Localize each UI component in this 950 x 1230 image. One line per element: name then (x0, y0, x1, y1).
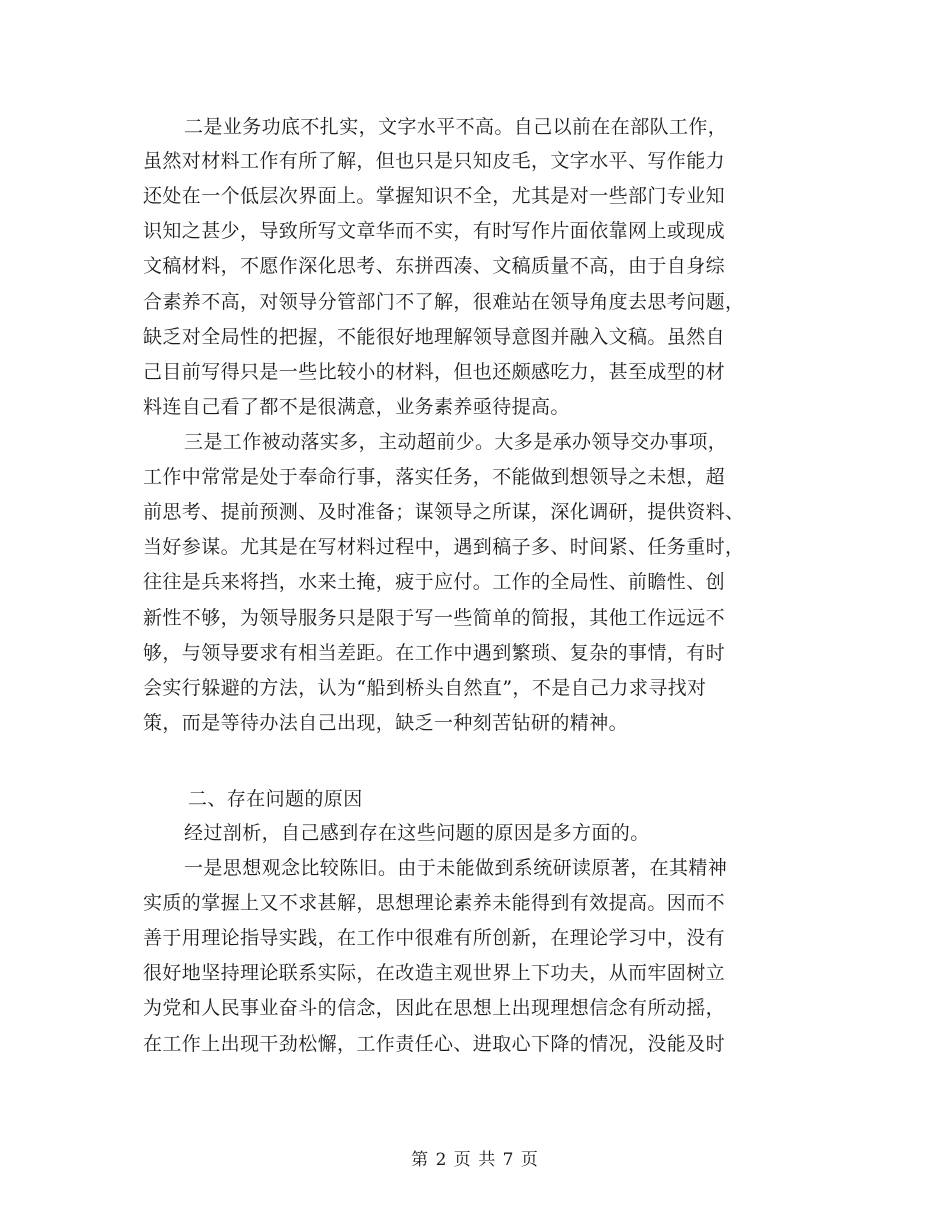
paragraph-line: 识知之甚少，导致所写文章华而不实，有时写作片面依靠网上或现成 (143, 220, 726, 242)
paragraph-line: 策，而是等待办法自己出现，缺乏一种刻苦钻研的精神。 (143, 712, 629, 734)
paragraph-line: 善于用理论指导实践，在工作中很难有所创新，在理论学习中，没有 (143, 927, 726, 949)
paragraph-line: 工作中常常是处于奉命行事，落实任务，不能做到想领导之未想，超 (143, 466, 726, 488)
page-number: 第 2 页 共 7 页 (411, 1150, 539, 1170)
paragraph-line: 三是工作被动落实多，主动超前少。大多是承办领导交办事项， (184, 431, 728, 453)
paragraph-line: 二是业务功底不扎实，文字水平不高。自己以前在在部队工作， (184, 116, 728, 138)
paragraph-line: 还处在一个低层次界面上。掌握知识不全，尤其是对一些部门专业知 (143, 185, 726, 207)
paragraph-line: 很好地坚持理论联系实际，在改造主观世界上下功夫，从而牢固树立 (143, 962, 726, 984)
paragraph-line: 会实行躲避的方法，认为“船到桥头自然直”，不是自己力求寻找对 (143, 677, 707, 699)
paragraph-line: 一是思想观念比较陈旧。由于未能做到系统研读原著，在其精神 (184, 857, 728, 879)
paragraph-line: 实质的掌握上又不求甚解，思想理论素养未能得到有效提高。因而不 (143, 892, 726, 914)
paragraph-line: 当好参谋。尤其是在写材料过程中，遇到稿子多、时间紧、任务重时， (143, 536, 745, 558)
paragraph-line: 缺乏对全局性的把握，不能很好地理解领导意图并融入文稿。虽然自 (143, 326, 726, 348)
paragraph-line: 往往是兵来将挡，水来土掩，疲于应付。工作的全局性、前瞻性、创 (143, 571, 726, 593)
paragraph-line: 新性不够，为领导服务只是限于写一些简单的简报，其他工作远远不 (143, 607, 726, 629)
paragraph-line: 料连自己看了都不是很满意，业务素养亟待提高。 (143, 396, 570, 418)
paragraph-line: 己目前写得只是一些比较小的材料，但也还颇感吃力，甚至成型的材 (143, 361, 726, 383)
paragraph-line: 虽然对材料工作有所了解，但也只是只知皮毛，文字水平、写作能力 (143, 150, 726, 172)
intro-line: 经过剖析，自己感到存在这些问题的原因是多方面的。 (184, 822, 650, 844)
paragraph-line: 合素养不高，对领导分管部门不了解，很难站在领导角度去思考问题， (143, 291, 745, 313)
paragraph-line: 够，与领导要求有相当差距。在工作中遇到繁琐、复杂的事情，有时 (143, 642, 726, 664)
paragraph-line: 文稿材料，不愿作深化思考、东拼西凑、文稿质量不高，由于自身综 (143, 255, 726, 277)
paragraph-line: 为党和人民事业奋斗的信念，因此在思想上出现理想信念有所动摇， (143, 997, 726, 1019)
paragraph-line: 在工作上出现干劲松懈，工作责任心、进取心下降的情况，没能及时 (143, 1033, 726, 1055)
section-heading: 二、存在问题的原因 (188, 788, 363, 810)
paragraph-line: 前思考、提前预测、及时准备；谋领导之所谋，深化调研，提供资料、 (143, 501, 745, 523)
